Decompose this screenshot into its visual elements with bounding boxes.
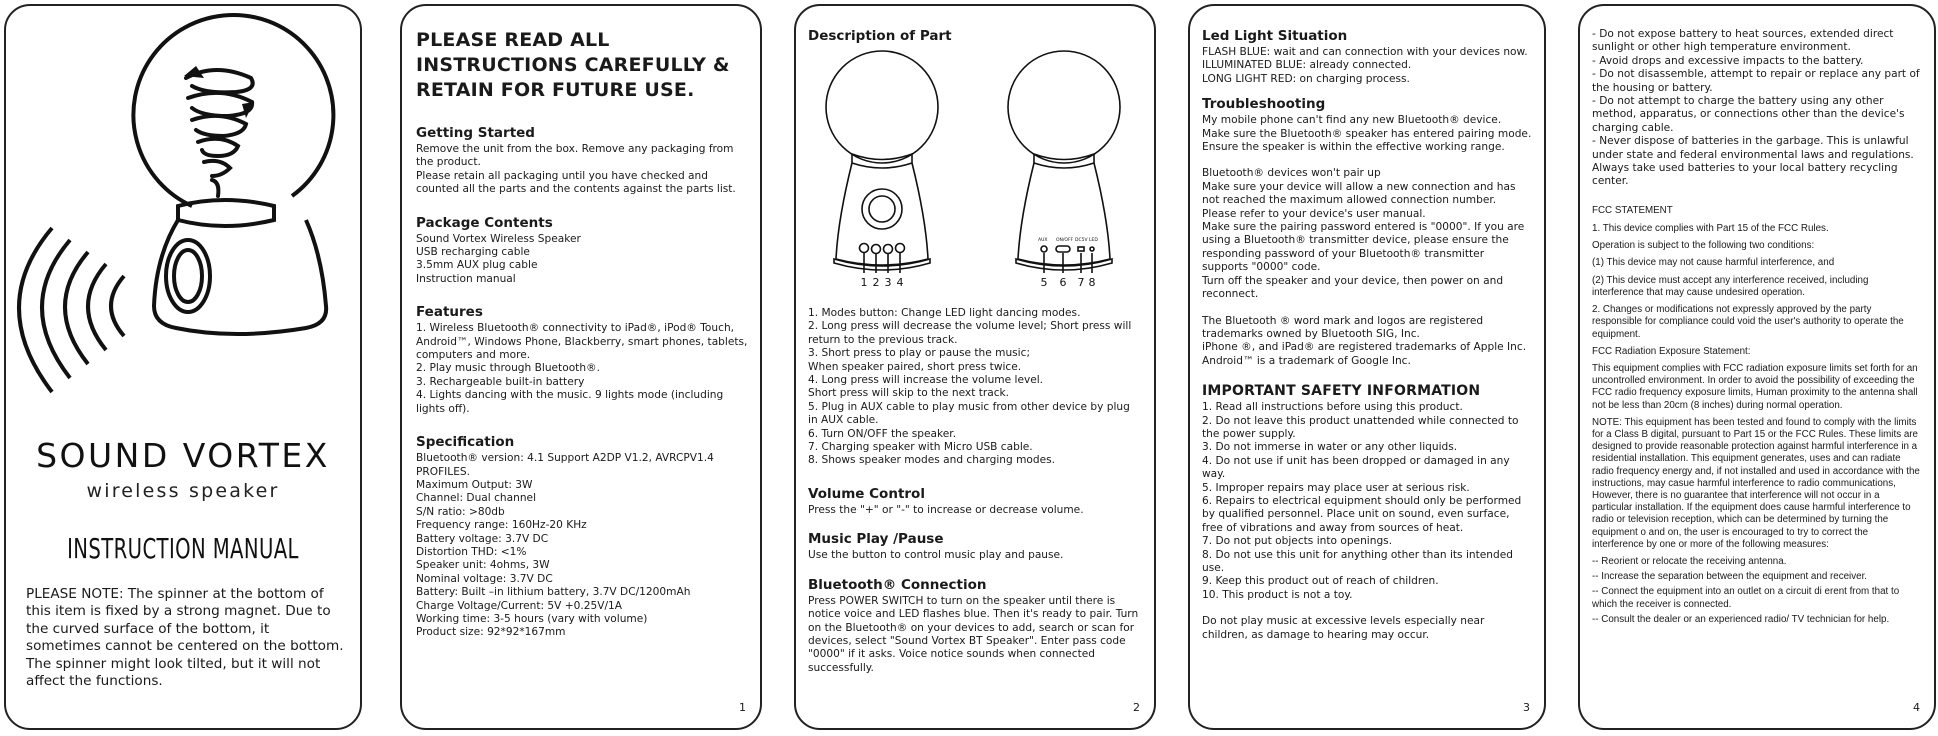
list-item: 3. Short press to play or pause the music; xyxy=(808,347,1031,360)
specification-section xyxy=(416,434,748,640)
page-number: 1 xyxy=(739,701,746,714)
list-item: 7. Do not put objects into openings. xyxy=(1202,535,1393,548)
list-item: (2) This device must accept any interference received, including interference that may cause undesired operation. xyxy=(1592,274,1869,298)
list-item: 5. Plug in AUX cable to play music from other device by plug in AUX cable. xyxy=(808,400,1130,427)
read-instructions-heading: PLEASE READ ALL INSTRUCTIONS CAREFULLY & RETAIN FOR FUTURE USE. xyxy=(416,29,730,101)
bluetooth-text: Press POWER SWITCH to turn on the speaker until there is notice voice and LED flashes blue. Then it's ready to pair. Turn on the Bluetooth® on your devices to add, search or scan for devices, select "Sound Vortex BT Speaker". Enter pass code "0000" if it asks. Voice notice sounds when connected successfully. xyxy=(808,594,1139,674)
part-number: 8 xyxy=(1088,276,1096,289)
list-item: -- Consult the dealer or an experienced radio/ TV technician for help. xyxy=(1592,613,1890,625)
list-item: - Do not expose battery to heat sources, extended direct sunlight or other high temperature environment. xyxy=(1592,28,1894,54)
getting-started-line: Remove the unit from the box. Remove any packaging from the product. xyxy=(416,143,734,169)
list-item: - Never dispose of batteries in the garbage. This is unlawful under state and federal environmental laws and regulations. Always take used batteries to your local battery recycling center. xyxy=(1592,135,1914,188)
list-item: Bluetooth® version: 4.1 Support A2DP V1.2, AVRCPV1.4 PROFILES. xyxy=(416,452,714,478)
list-item: 7. Charging speaker with Micro USB cable. xyxy=(808,441,1033,454)
list-item: 6. Turn ON/OFF the speaker. xyxy=(808,427,957,440)
features-section xyxy=(416,304,748,416)
brand-name: SOUND VORTEX xyxy=(36,436,330,475)
page-number: 3 xyxy=(1523,701,1530,714)
list-item: Working time: 3-5 hours (vary with volume) xyxy=(416,612,648,625)
port-label: AUX xyxy=(1038,238,1048,243)
list-item: - Avoid drops and excessive impacts to the battery. xyxy=(1592,54,1864,67)
list-item: 2. Changes or modifications not expressly approved by the party responsible for compliance could void the user's authority to operate the equipment. xyxy=(1592,304,1904,340)
description-panel xyxy=(794,4,1156,730)
list-item: My mobile phone can't find any new Bluetooth® device. xyxy=(1202,114,1502,127)
list-item: - Do not disassemble, attempt to repair or replace any part of the housing or battery. xyxy=(1592,68,1920,94)
list-item: -- Connect the equipment into an outlet on a circuit di erent from that to which the receiver is connected. xyxy=(1592,586,1900,610)
list-item: Battery voltage: 3.7V DC xyxy=(416,532,549,545)
troubleshooting-section xyxy=(1202,96,1532,368)
list-item: Android™ is a trademark of Google Inc. xyxy=(1202,354,1411,367)
list-item: LONG LIGHT RED: on charging process. xyxy=(1202,72,1410,85)
parts-list xyxy=(808,307,1142,468)
port-label: ON/OFF xyxy=(1056,238,1074,243)
list-item: Turn off the speaker and your device, then power on and reconnect. xyxy=(1202,274,1504,301)
list-item: 1. Modes button: Change LED light dancing modes. xyxy=(808,307,1081,319)
list-item: Nominal voltage: 3.7V DC xyxy=(416,572,553,585)
part-number: 5 xyxy=(1040,276,1048,289)
list-item: 8. Do not use this unit for anything other than its intended use. xyxy=(1202,548,1513,574)
list-item: 6. Repairs to electrical equipment should only be performed by qualified personnel. Place unit on sound, even surface, free of vibrations and away from sources of heat. xyxy=(1202,494,1522,534)
led-section xyxy=(1202,28,1532,86)
fcc-title: FCC STATEMENT xyxy=(1592,204,1673,216)
package-contents-title: Package Contents xyxy=(416,214,553,231)
list-item: - Do not attempt to charge the battery using any other method, apparatus, or connections other than the device's charging cable. xyxy=(1592,95,1905,134)
list-item: Battery: Built –in lithium battery, 3.7V DC/1200mAh xyxy=(416,586,691,599)
parts-diagram xyxy=(808,49,1146,321)
getting-started-section xyxy=(416,125,748,197)
list-item: Ensure the speaker is within the effective working range. xyxy=(1202,141,1505,154)
list-item: Speaker unit: 4ohms, 3W xyxy=(416,559,550,572)
list-item: -- Reorient or relocate the receiving antenna. xyxy=(1592,555,1787,567)
list-item: 2. Do not leave this product unattended while connected to the power supply. xyxy=(1202,414,1519,440)
list-item: Bluetooth® devices won't pair up xyxy=(1202,167,1381,180)
led-title: Led Light Situation xyxy=(1202,28,1348,44)
speaker-illustration xyxy=(6,6,362,426)
list-item: Short press will skip to the next track. xyxy=(808,387,1010,400)
part-number: 4 xyxy=(896,276,904,289)
page-number: 4 xyxy=(1913,701,1920,714)
music-section xyxy=(808,531,1142,562)
troubleshooting-title: Troubleshooting xyxy=(1202,96,1326,113)
bluetooth-title: Bluetooth® Connection xyxy=(808,576,987,593)
volume-text: Press the "+" or "-" to increase or decrease volume. xyxy=(808,503,1084,516)
music-text: Use the button to control music play and pause. xyxy=(808,549,1064,562)
features-title: Features xyxy=(416,304,483,321)
instructions-panel xyxy=(400,4,762,730)
list-item: iPhone ®, and iPad® are registered trademarks of Apple Inc. xyxy=(1202,341,1527,354)
list-item: -- Increase the separation between the equipment and receiver. xyxy=(1592,571,1868,583)
list-item: 8. Shows speaker modes and charging modes. xyxy=(808,454,1056,467)
list-item: Make sure the Bluetooth® speaker has entered pairing mode. xyxy=(1202,127,1532,140)
list-item: Sound Vortex Wireless Speaker xyxy=(416,232,581,245)
list-item: Maximum Output: 3W xyxy=(416,478,533,491)
safety-footer: Do not play music at excessive levels especially near children, as damage to hearing may occur. xyxy=(1202,615,1485,641)
list-item: Operation is subject to the following two conditions: xyxy=(1592,240,1815,252)
list-item: Make sure your device will allow a new connection and has not reached the maximum allowed connection number. Please refer to your device's user manual. xyxy=(1202,180,1516,220)
getting-started-title: Getting Started xyxy=(416,125,535,141)
port-label: LED xyxy=(1089,238,1098,243)
list-item: 1. Wireless Bluetooth® connectivity to iPad®, iPod® Touch, Android™, Windows Phone, Blackberry, smart phones, tablets, computers and more. xyxy=(416,322,748,362)
list-item: 4. Long press will increase the volume level. xyxy=(808,374,1044,387)
safety-section xyxy=(1202,382,1532,642)
description-title: Description of Part xyxy=(808,28,952,44)
bluetooth-section xyxy=(808,577,1142,675)
page-number: 2 xyxy=(1133,701,1140,714)
music-title: Music Play /Pause xyxy=(808,531,944,548)
list-item: NOTE: This equipment has been tested and found to comply with the limits for a Class B digital, pursuant to Part 15 or the FCC Rules. These limits are designed to provide reasonable protection against harmful interference in a residential installation. This equipment generates, uses and can radiate radio frequency energy and, if not installed and used in accordance with the instructions, may casue harmful interference to radio communications, However, there is no guarantee that interference will not occur in a particular installation. If the equipment does cause harmful interference to radio or television reception, which can be determined by turning the equipment o and on, the user is encouraged to try to correct the interference by one or more of the following measures: xyxy=(1592,416,1920,550)
list-item: Channel: Dual channel xyxy=(416,492,537,505)
list-item: 5. Improper repairs may place user at serious risk. xyxy=(1202,481,1470,494)
brand-subtitle: wireless speaker xyxy=(86,480,280,502)
battery-warnings xyxy=(1592,28,1922,189)
list-item: Charge Voltage/Current: 5V +0.25V/1A xyxy=(416,599,623,612)
fcc-panel xyxy=(1578,4,1936,730)
list-item: Distortion THD: <1% xyxy=(416,545,527,558)
list-item: USB recharging cable xyxy=(416,246,530,259)
list-item: When speaker paired, short press twice. xyxy=(808,360,1022,373)
safety-title: IMPORTANT SAFETY INFORMATION xyxy=(1202,383,1481,400)
getting-started-line: Please retain all packaging until you have checked and counted all the parts and the contents against the parts list. xyxy=(416,169,736,196)
spinner-note: PLEASE NOTE: The spinner at the bottom of this item is fixed by a strong magnet. Due to the curved surface of the bottom, it sometimes cannot be centered on the bottom. The spinner might look tilted, but it will not affect the functions. xyxy=(26,586,344,690)
list-item: 3. Rechargeable built-in battery xyxy=(416,375,585,388)
list-item: 4. Do not use if unit has been dropped or damaged in any way. xyxy=(1202,454,1510,481)
list-item: 2. Play music through Bluetooth®. xyxy=(416,362,601,375)
part-number: 1 xyxy=(860,276,868,289)
list-item: Instruction manual xyxy=(416,272,516,285)
list-item: 4. Lights dancing with the music. 9 lights mode (including lights off). xyxy=(416,389,724,415)
list-item: Frequency range: 160Hz-20 KHz xyxy=(416,519,587,532)
list-item: 3. Do not immerse in water or any other liquids. xyxy=(1202,441,1458,454)
list-item: FLASH BLUE: wait and can connection with your devices now. xyxy=(1202,46,1528,58)
list-item: Product size: 92*92*167mm xyxy=(416,626,566,639)
list-item: ILLUMINATED BLUE: already connected. xyxy=(1202,59,1412,72)
list-item: 3.5mm AUX plug cable xyxy=(416,259,538,272)
manual-title: INSTRUCTION MANUAL xyxy=(67,532,299,565)
list-item: FCC Radiation Exposure Statement: xyxy=(1592,345,1751,357)
package-contents-section xyxy=(416,215,748,287)
list-item: 1. Read all instructions before using this product. xyxy=(1202,401,1463,414)
list-item: Make sure the pairing password entered is "0000". If you are using a Bluetooth® transmitter device, please ensure the responding password of your Bluetooth® transmitter supports "0000" code. xyxy=(1202,221,1525,274)
volume-section xyxy=(808,486,1142,517)
port-label: DC5V xyxy=(1075,238,1088,243)
list-item: 1. This device complies with Part 15 of the FCC Rules. xyxy=(1592,223,1829,235)
list-item: The Bluetooth ® word mark and logos are registered trademarks owned by Bluetooth SIG, Inc. xyxy=(1202,314,1484,340)
part-number: 3 xyxy=(884,276,892,289)
list-item: (1) This device may not cause harmful interference, and xyxy=(1592,257,1835,269)
part-number: 2 xyxy=(872,276,880,289)
fcc-statement xyxy=(1592,205,1922,626)
cover-panel xyxy=(4,4,362,730)
list-item: This equipment complies with FCC radiation exposure limits set forth for an uncontrolled environment. In order to avoid the possibility of exceeding the FCC radio frequency exposure limits, Human proximity to the antenna shall not be less than 20cm (8 inches) during normal operation. xyxy=(1592,362,1918,411)
list-item: 10. This product is not a toy. xyxy=(1202,588,1353,601)
part-number: 6 xyxy=(1059,276,1067,289)
troubleshooting-panel xyxy=(1188,4,1546,730)
list-item: 9. Keep this product out of reach of children. xyxy=(1202,575,1439,588)
volume-title: Volume Control xyxy=(808,485,925,502)
part-number: 7 xyxy=(1077,276,1085,289)
list-item: S/N ratio: >80db xyxy=(416,505,505,518)
list-item: 2. Long press will decrease the volume level; Short press will return to the previous track. xyxy=(808,320,1132,346)
specification-title: Specification xyxy=(416,434,515,451)
